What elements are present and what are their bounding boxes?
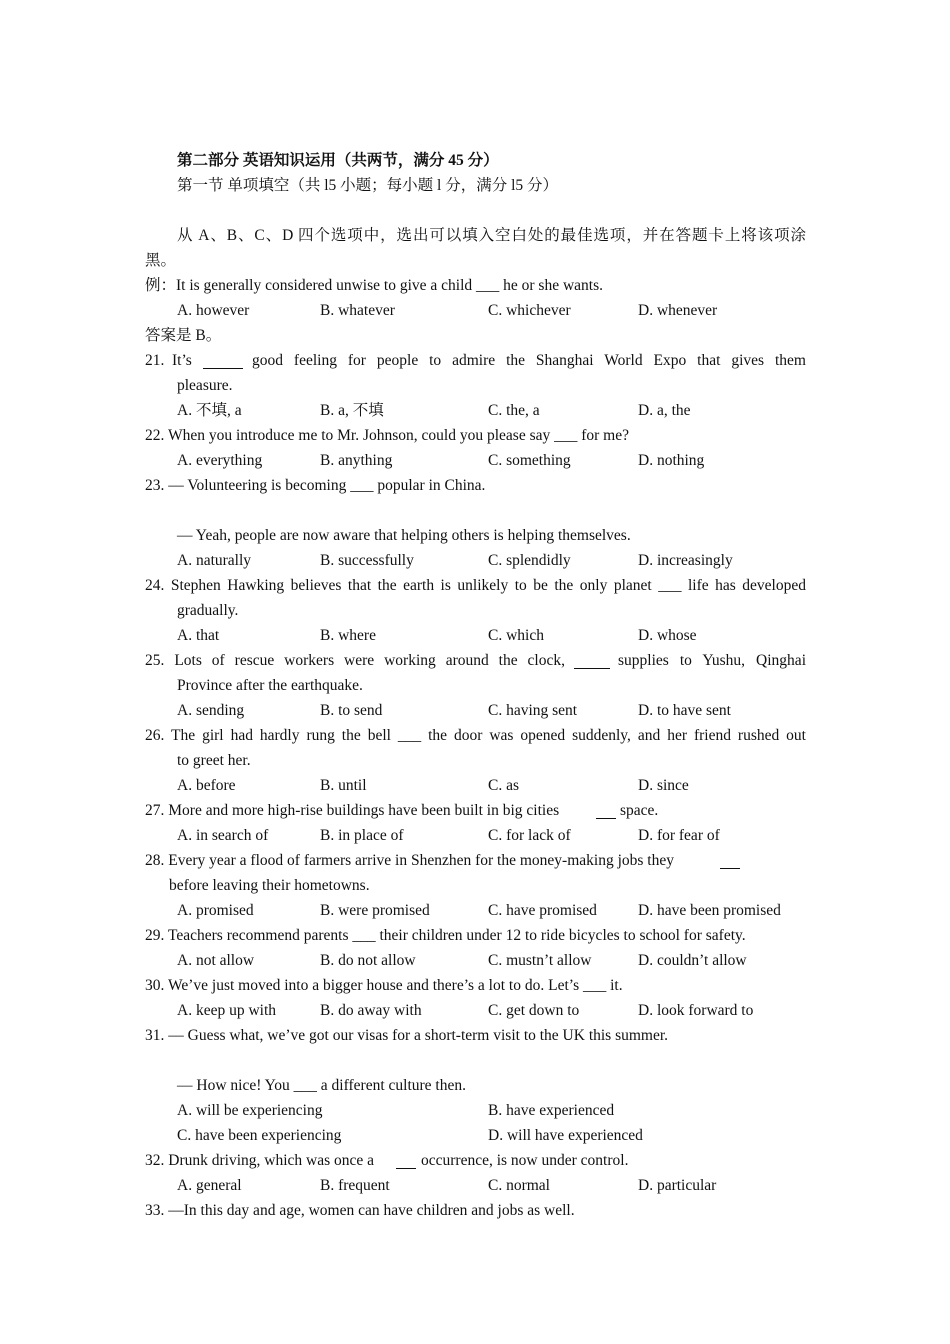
option-c: C. for lack of <box>488 827 571 844</box>
option-a: A. that <box>177 627 220 644</box>
option-a: A. will be experiencing <box>177 1102 323 1119</box>
option-a: A. in search of <box>177 827 269 844</box>
option-b: B. to send <box>320 702 383 719</box>
option-c: C. which <box>488 627 544 644</box>
question-number: 21. <box>145 352 165 369</box>
answer-blank <box>396 1154 416 1169</box>
option-d: D. couldn’t allow <box>638 952 747 969</box>
instructions-line-2: 黑。 <box>145 252 177 269</box>
question-stem-part: 25. Lots of rescue workers were working around the clock, <box>145 652 565 669</box>
question-stem-continuation: before leaving their hometowns. <box>169 877 370 894</box>
question-stem: 23. — Volunteering is becoming ___ popular in China. <box>145 477 486 494</box>
question-stem-part: space. <box>620 802 659 819</box>
example-option-d: D. whenever <box>638 302 718 319</box>
part-title: 第二部分 英语知识运用（共两节，满分 45 分） <box>177 152 499 169</box>
option-b: B. were promised <box>320 902 430 919</box>
option-c: C. mustn’t allow <box>488 952 592 969</box>
question-stem: 30. We’ve just moved into a bigger house and there’s a lot to do. Let’s ___ it. <box>145 977 623 994</box>
option-a: A. naturally <box>177 552 252 569</box>
option-d: D. to have sent <box>638 702 731 719</box>
question-stem-part: good feeling for people to admire the Shanghai World Expo that gives them <box>252 352 806 369</box>
option-c: C. something <box>488 452 571 469</box>
answer-blank <box>720 854 740 869</box>
option-c: C. as <box>488 777 519 794</box>
option-a: A. 不填, a <box>177 402 242 419</box>
option-a: A. sending <box>177 702 245 719</box>
option-b: B. frequent <box>320 1177 390 1194</box>
example-answer: 答案是 B。 <box>145 327 222 344</box>
option-a: A. general <box>177 1177 242 1194</box>
option-d: D. increasingly <box>638 552 733 569</box>
option-c: C. the, a <box>488 402 540 419</box>
option-d: D. whose <box>638 627 697 644</box>
question-stem-part: 32. Drunk driving, which was once a <box>145 1152 375 1169</box>
question-stem-part: occurrence, is now under control. <box>421 1152 629 1169</box>
option-c: C. get down to <box>488 1002 580 1019</box>
question-reply: — How nice! You ___ a different culture then. <box>177 1077 466 1094</box>
option-b: B. have experienced <box>488 1102 615 1119</box>
question-stem-continuation: to greet her. <box>177 752 251 769</box>
option-d: D. will have experienced <box>488 1127 643 1144</box>
option-b: B. do away with <box>320 1002 422 1019</box>
option-a: A. not allow <box>177 952 255 969</box>
option-b: B. a, 不填 <box>320 402 384 419</box>
option-c: C. splendidly <box>488 552 571 569</box>
question-stem: 22. When you introduce me to Mr. Johnson, could you please say ___ for me? <box>145 427 629 444</box>
question-stem: 24. Stephen Hawking believes that the earth is unlikely to be the only planet ___ life has developed <box>145 577 806 594</box>
answer-blank <box>203 354 243 369</box>
example-option-c: C. whichever <box>488 302 571 319</box>
option-a: A. promised <box>177 902 254 919</box>
question-stem-continuation: pleasure. <box>177 377 233 394</box>
option-b: B. where <box>320 627 376 644</box>
question-stem: 26. The girl had hardly rung the bell ___ the door was opened suddenly, and her friend rushed out <box>145 727 806 744</box>
question-stem: 33. —In this day and age, women can have children and jobs as well. <box>145 1202 575 1219</box>
option-c: C. have promised <box>488 902 597 919</box>
question-stem-part: 28. Every year a flood of farmers arrive in Shenzhen for the money-making jobs they <box>145 852 674 869</box>
question-stem-part: supplies to Yushu, Qinghai <box>618 652 806 669</box>
question-stem-continuation: Province after the earthquake. <box>177 677 363 694</box>
question-stem-part: It’s <box>172 352 192 369</box>
option-a: A. before <box>177 777 236 794</box>
option-b: B. in place of <box>320 827 404 844</box>
option-d: D. have been promised <box>638 902 781 919</box>
option-d: D. since <box>638 777 689 794</box>
question-stem-part: 27. More and more high-rise buildings have been built in big cities <box>145 802 560 819</box>
question-stem: 29. Teachers recommend parents ___ their children under 12 to ride bicycles to school for safety. <box>145 927 746 944</box>
instructions-line-1: 从 A、B、C、D 四个选项中，选出可以填入空白处的最佳选项，并在答题卡上将该项涂 <box>177 227 806 244</box>
question-stem: 31. — Guess what, we’ve got our visas for a short-term visit to the UK this summer. <box>145 1027 669 1044</box>
option-c: C. have been experiencing <box>177 1127 342 1144</box>
question-stem-continuation: gradually. <box>177 602 239 619</box>
option-a: A. keep up with <box>177 1002 277 1019</box>
option-d: D. nothing <box>638 452 705 469</box>
question-reply: — Yeah, people are now aware that helping others is helping themselves. <box>177 527 631 544</box>
option-c: C. having sent <box>488 702 578 719</box>
option-d: D. for fear of <box>638 827 720 844</box>
example-stem: 例：It is generally considered unwise to give a child ___ he or she wants. <box>145 277 603 294</box>
option-a: A. everything <box>177 452 263 469</box>
option-d: D. a, the <box>638 402 691 419</box>
option-d: D. look forward to <box>638 1002 754 1019</box>
answer-blank <box>596 804 616 819</box>
answer-blank <box>574 654 610 669</box>
option-b: B. do not allow <box>320 952 416 969</box>
example-option-b: B. whatever <box>320 302 395 319</box>
option-b: B. successfully <box>320 552 414 569</box>
option-d: D. particular <box>638 1177 717 1194</box>
example-option-a: A. however <box>177 302 250 319</box>
section-title: 第一节 单项填空（共 l5 小题；每小题 l 分，满分 l5 分） <box>177 177 559 194</box>
option-b: B. anything <box>320 452 393 469</box>
option-c: C. normal <box>488 1177 550 1194</box>
option-b: B. until <box>320 777 367 794</box>
